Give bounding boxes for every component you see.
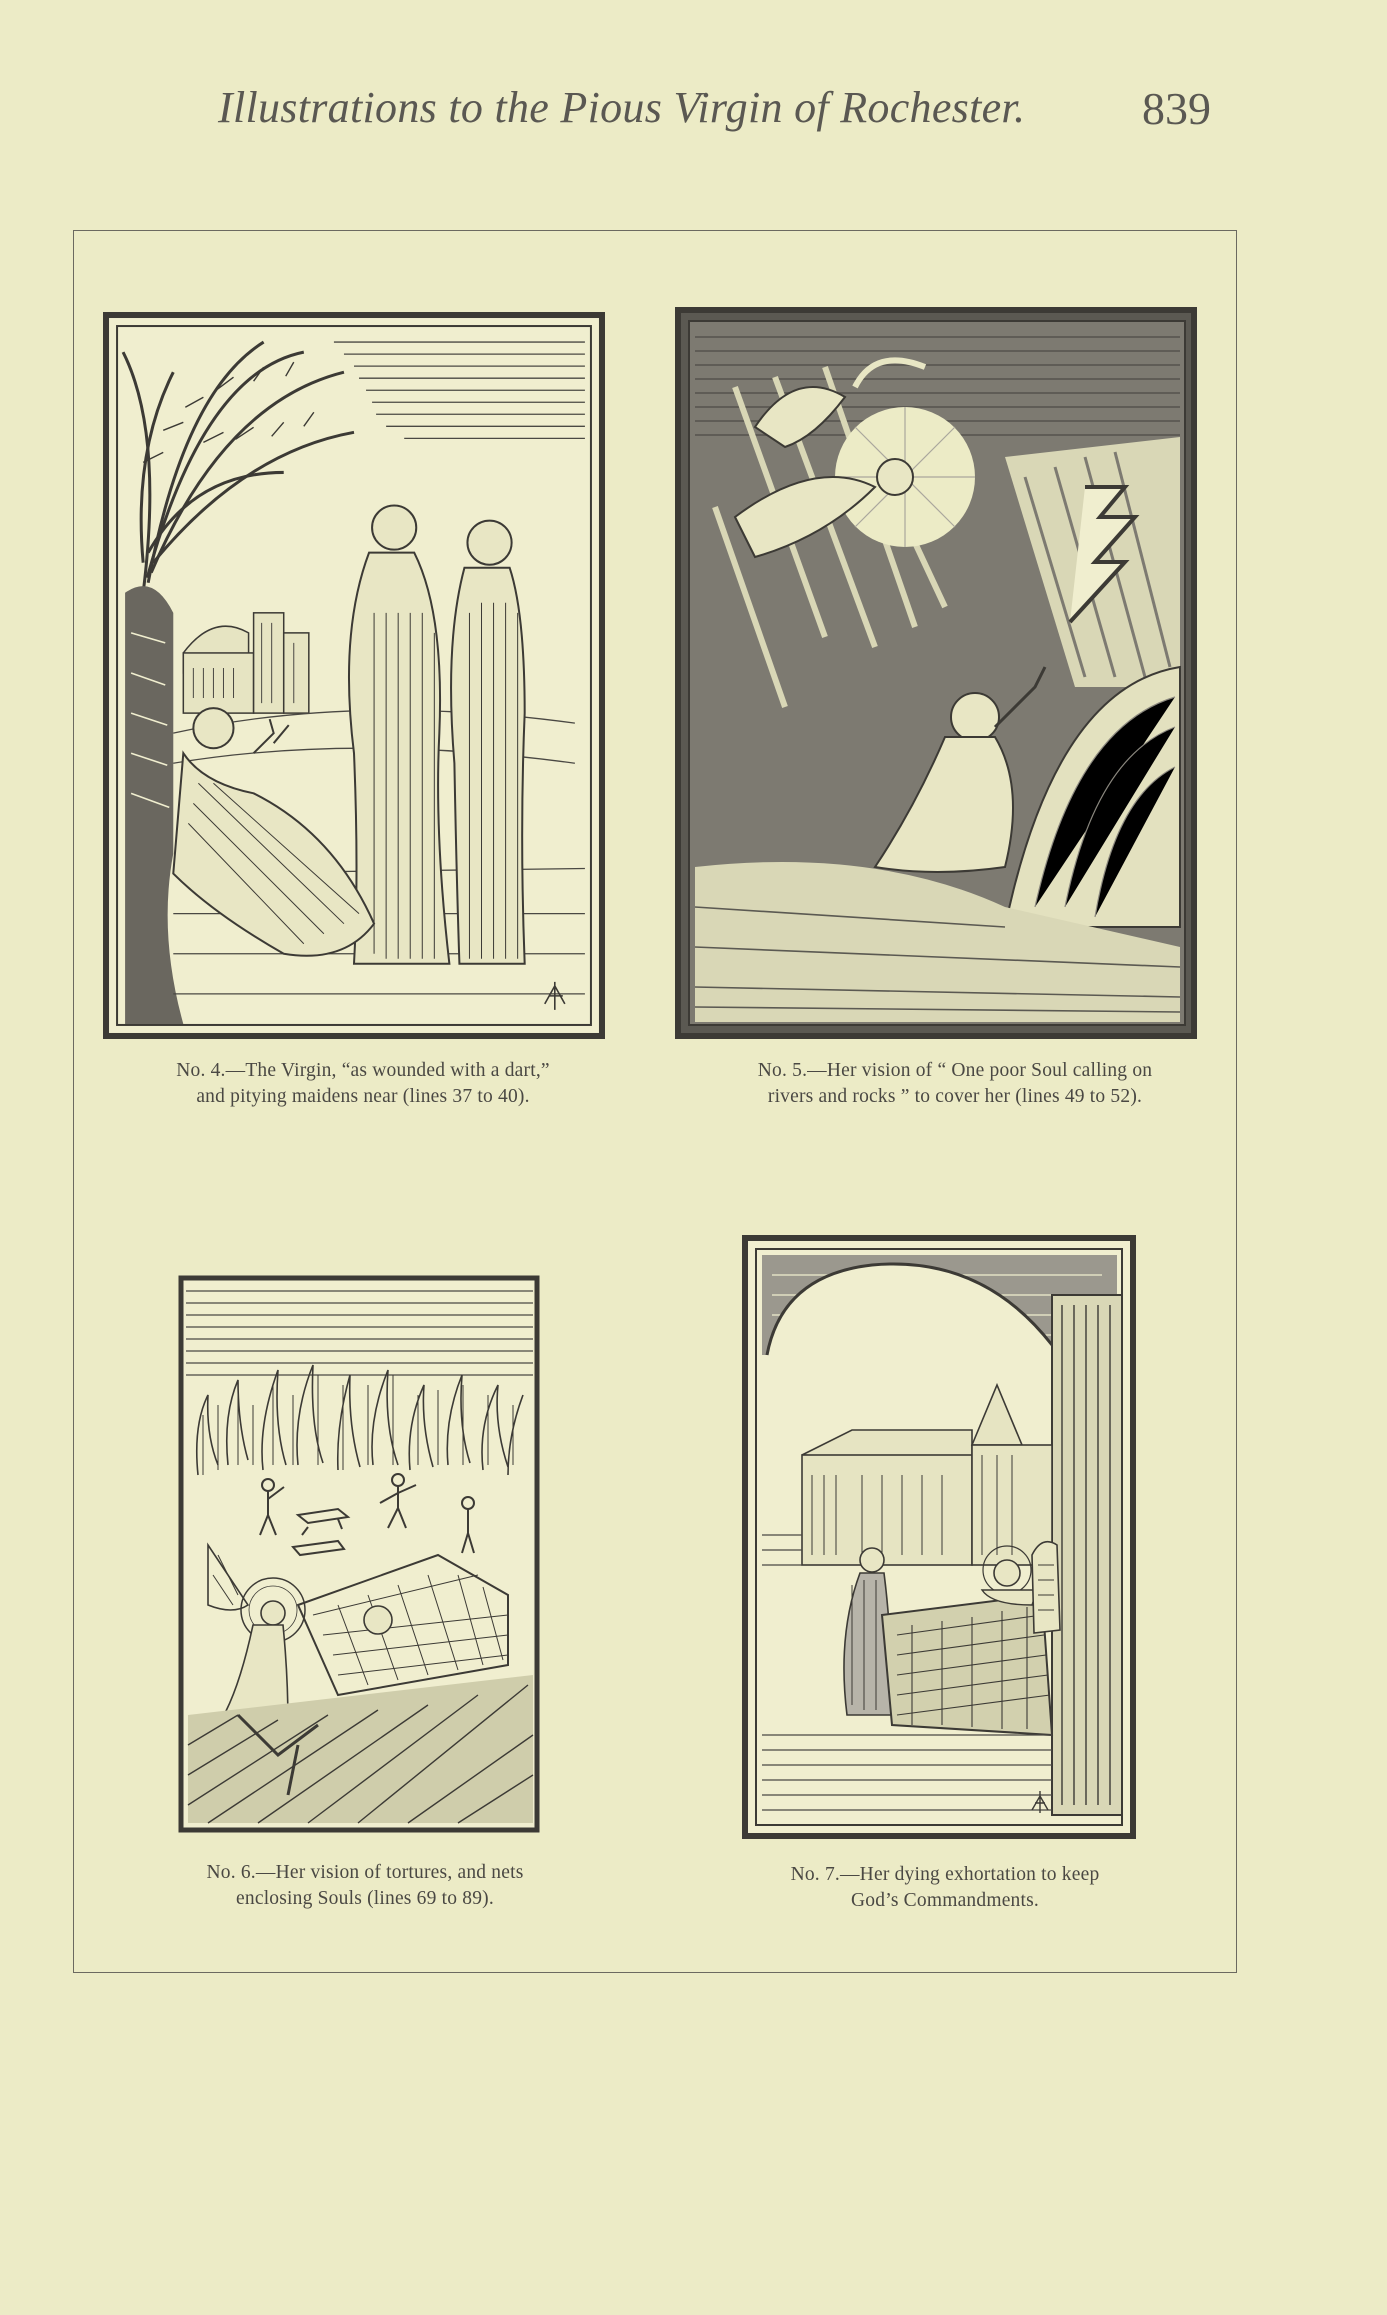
caption-line: and pitying maidens near (lines 37 to 40). [196,1086,530,1107]
caption-no-4 [103,1058,623,1110]
caption-no-5 [685,1058,1225,1110]
running-title: Illustrations to the Pious Virgin of Rochester. [218,83,1026,132]
woodcut-no-7 [742,1235,1137,1840]
woodcut-no-4 [103,312,605,1039]
woodcut-vision-of-tortures-and-nets-icon [178,1275,543,1835]
woodcut-virgin-wounded-with-maidens-icon [103,312,605,1039]
caption-line: God’s Commandments. [851,1890,1039,1911]
woodcut-no-6 [178,1275,543,1835]
page-number: 839 [1142,83,1211,134]
caption-no-6 [120,1860,610,1912]
caption-line: enclosing Souls (lines 69 to 89). [236,1888,494,1909]
woodcut-no-5 [675,307,1203,1041]
woodcut-dying-exhortation-icon [742,1235,1137,1840]
woodcut-vision-of-poor-soul-icon [675,307,1203,1041]
caption-no-7 [700,1862,1190,1914]
caption-line: No. 6.—Her vision of tortures, and nets [206,1862,524,1883]
caption-line: No. 5.—Her vision of “ One poor Soul calling on [757,1060,1153,1081]
caption-line: rivers and rocks ” to cover her (lines 49 to 52). [767,1086,1143,1107]
caption-line: No. 4.—The Virgin, “as wounded with a dart,” [176,1060,550,1081]
caption-line: No. 7.—Her dying exhortation to keep [790,1864,1100,1885]
